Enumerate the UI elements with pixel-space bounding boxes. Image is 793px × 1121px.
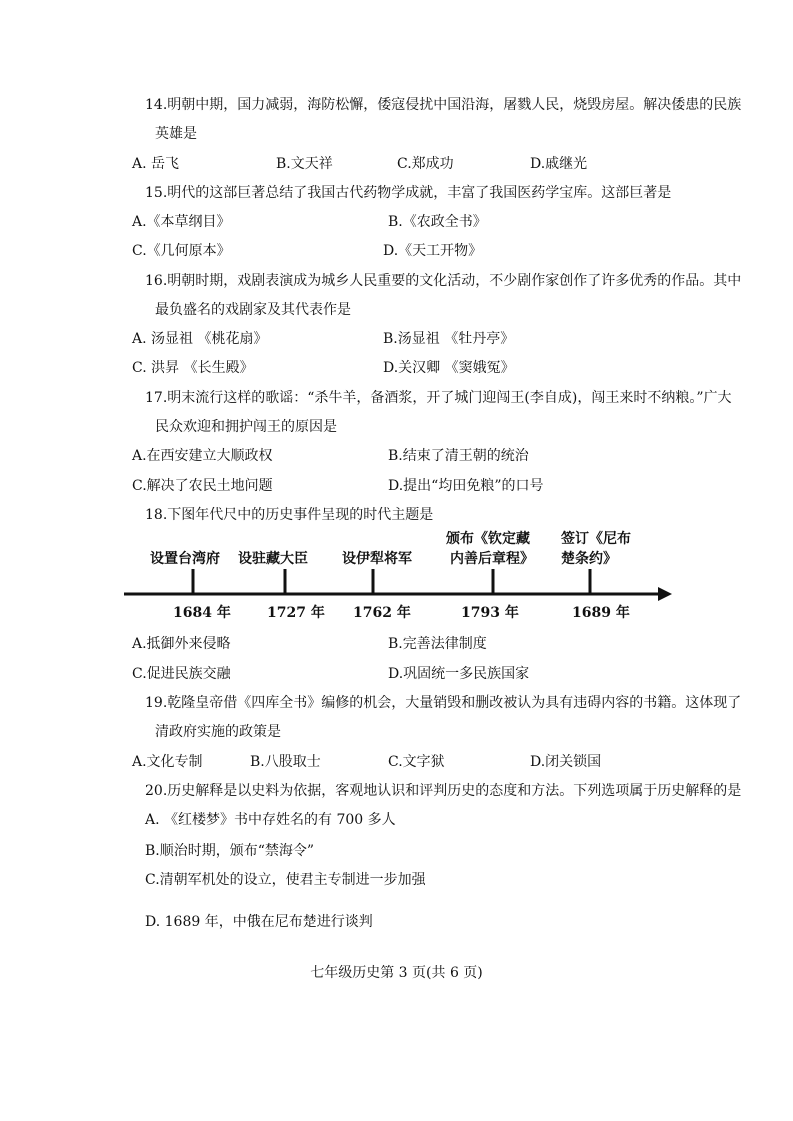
year-1684: 1684 年 <box>173 605 231 621</box>
event-label-tibet-minister: 设驻藏大臣 <box>238 551 308 567</box>
event-label-nerchinsk-2: 楚条约》 <box>561 551 617 567</box>
q20-option-d: D. 1689 年，中俄在尼布楚进行谈判 <box>145 914 373 930</box>
q18-option-c: C.促进民族交融 <box>132 666 231 682</box>
q19-option-a: A.文化专制 <box>132 754 203 770</box>
page-footer: 七年级历史第 3 页(共 6 页) <box>310 965 483 981</box>
q17-option-d: D.提出“均田免粮”的口号 <box>388 478 544 494</box>
timeline-arrow-head <box>658 587 672 601</box>
q19-option-d: D.闭关锁国 <box>530 754 602 770</box>
q17-option-c: C.解决了农民土地问题 <box>132 478 273 494</box>
event-label-tibet-regulation-1: 颁布《钦定藏 <box>446 531 530 547</box>
q19-option-b: B.八股取士 <box>250 754 321 770</box>
q15-stem-line1: 15.明代的这部巨著总结了我国古代药物学成就，丰富了我国医药学宝库。这部巨著是 <box>145 185 672 201</box>
timeline-chart <box>118 525 678 625</box>
q18-option-a: A.抵御外来侵略 <box>132 636 231 652</box>
q18-option-b: B.完善法律制度 <box>388 636 487 652</box>
q14-option-a: A. 岳飞 <box>132 156 180 172</box>
q17-stem-line1: 17.明末流行这样的歌谣：“杀牛羊，备酒浆，开了城门迎闯王(李自成)，闯王来时不纳粮。”广大 <box>145 390 732 406</box>
event-label-ili-general: 设伊犁将军 <box>342 551 412 567</box>
q19-stem-line1: 19.乾隆皇帝借《四库全书》编修的机会，大量销毁和删改被认为具有违碍内容的书籍。这体现了 <box>145 695 742 711</box>
q15-option-c: C.《几何原本》 <box>132 243 231 259</box>
q20-stem-line1: 20.历史解释是以史料为依据，客观地认识和评判历史的态度和方法。下列选项属于历史解释的是 <box>145 783 742 799</box>
q15-option-b: B.《农政全书》 <box>388 214 487 230</box>
event-label-taiwan: 设置台湾府 <box>150 551 220 567</box>
q15-option-a: A.《本草纲目》 <box>132 214 231 230</box>
q14-stem-line2: 英雄是 <box>155 126 197 142</box>
q20-option-c: C.清朝军机处的设立，使君主专制进一步加强 <box>145 872 426 888</box>
q16-option-a: A. 汤显祖 《桃花扇》 <box>132 331 268 347</box>
q16-stem-line1: 16.明朝时期，戏剧表演成为城乡人民重要的文化活动，不少剧作家创作了许多优秀的作品。其中 <box>145 273 742 289</box>
year-1727: 1727 年 <box>267 605 325 621</box>
year-1793: 1793 年 <box>461 605 519 621</box>
event-label-tibet-regulation-2: 内善后章程》 <box>450 551 534 567</box>
q14-option-b: B.文天祥 <box>276 156 333 172</box>
event-label-nerchinsk-1: 签订《尼布 <box>561 531 631 547</box>
q16-option-d: D.关汉卿 《窦娥冤》 <box>383 360 515 376</box>
q16-stem-line2: 最负盛名的戏剧家及其代表作是 <box>155 302 351 318</box>
q16-option-c: C. 洪昇 《长生殿》 <box>132 360 254 376</box>
q15-option-d: D.《天工开物》 <box>383 243 483 259</box>
q17-option-b: B.结束了清王朝的统治 <box>388 448 529 464</box>
q19-option-c: C.文字狱 <box>388 754 445 770</box>
q19-stem-line2: 清政府实施的政策是 <box>155 724 281 740</box>
q18-stem-line1: 18.下图年代尺中的历史事件呈现的时代主题是 <box>145 507 434 523</box>
q18-option-d: D.巩固统一多民族国家 <box>388 666 530 682</box>
year-1689: 1689 年 <box>572 605 630 621</box>
year-1762: 1762 年 <box>353 605 411 621</box>
q14-stem-line1: 14.明朝中期，国力减弱，海防松懈，倭寇侵扰中国沿海，屠戮人民，烧毁房屋。解决倭患的民族 <box>145 97 742 113</box>
q20-option-a: A. 《红楼梦》书中存姓名的有 700 多人 <box>145 812 396 828</box>
q17-stem-line2: 民众欢迎和拥护闯王的原因是 <box>155 419 337 435</box>
q14-option-d: D.戚继光 <box>530 156 588 172</box>
q14-option-c: C.郑成功 <box>397 156 454 172</box>
q20-option-b: B.顺治时期，颁布“禁海令” <box>145 843 315 859</box>
q16-option-b: B.汤显祖 《牡丹亭》 <box>383 331 515 347</box>
q17-option-a: A.在西安建立大顺政权 <box>132 448 273 464</box>
